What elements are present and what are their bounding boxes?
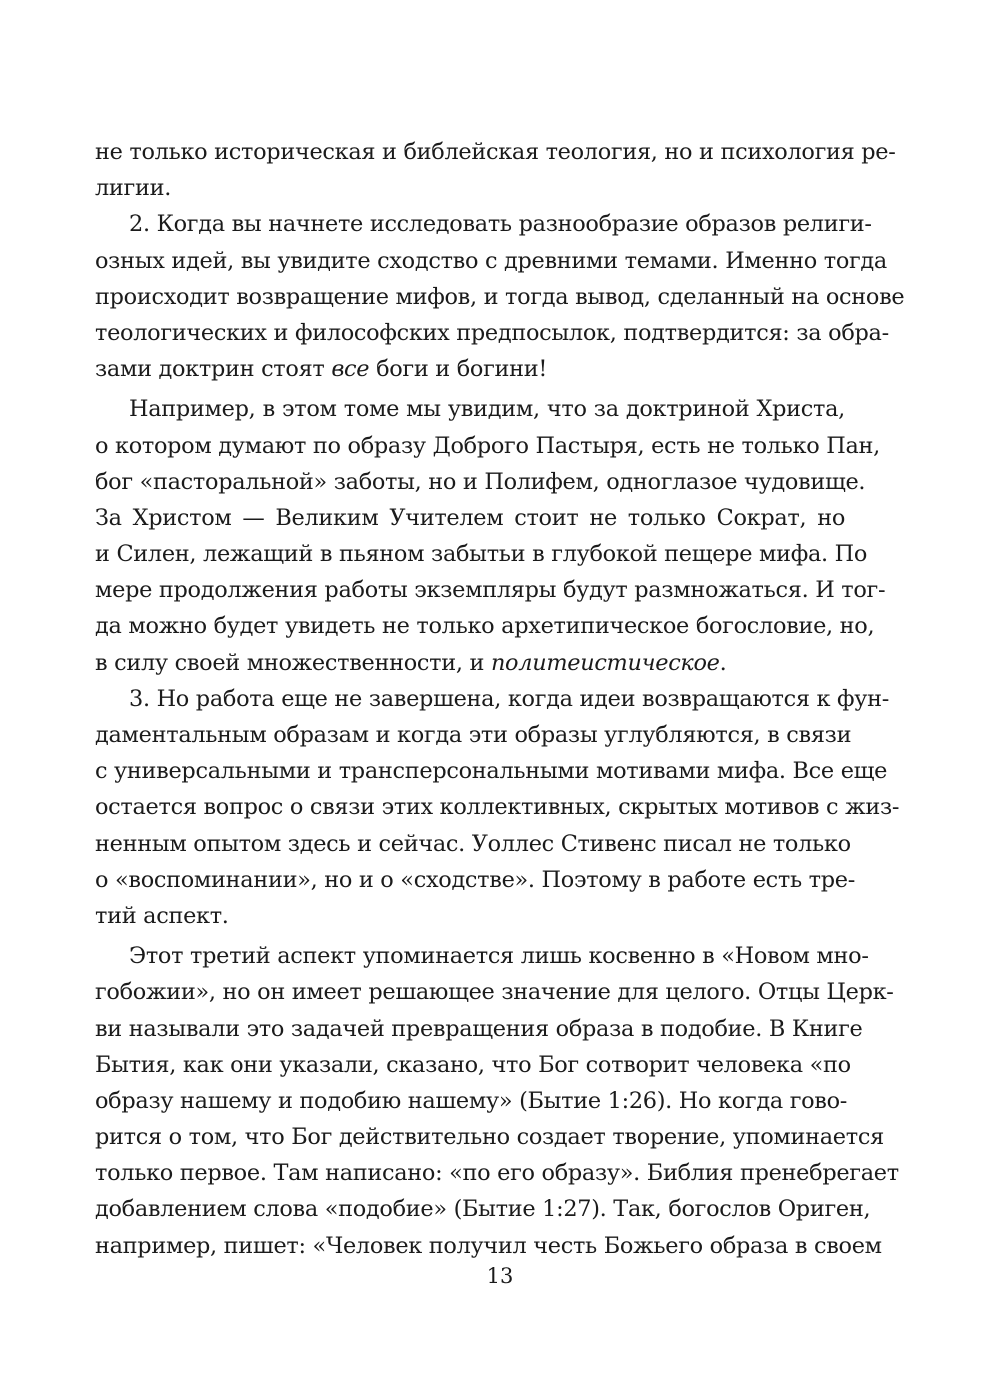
text-line: мере продолжения работы экземпляры будут размножаться. И тог- <box>95 577 886 604</box>
text-line: лигии. <box>95 175 172 202</box>
text-line: происходит возвращение мифов, и тогда вывод, сделанный на основе <box>95 283 905 310</box>
text-run: боги и богини! <box>369 356 548 383</box>
text-line: образу нашему и подобию нашему» (Бытие 1:26). Но когда гово- <box>95 1087 848 1114</box>
text-line: только первое. Там написано: «по его образу». Библия пренебрегает <box>95 1160 899 1187</box>
text-line: ненным опытом здесь и сейчас. Уоллес Стивенс писал не только <box>95 830 851 857</box>
text-run: зами доктрин стоят <box>95 356 332 383</box>
text-line: с универсальными и трансперсональными мотивами мифа. Все еще <box>95 758 888 785</box>
text-line: Например, в этом томе мы увидим, что за доктриной Христа, <box>129 396 845 423</box>
text-line: ви называли это задачей превращения образа в подобие. В Книге <box>95 1015 863 1042</box>
text-line: рится о том, что Бог действительно создает творение, упоминается <box>95 1124 884 1151</box>
text-line <box>95 351 845 387</box>
text-run: в силу своей множественности, и <box>95 649 491 676</box>
text-line: остается вопрос о связи этих коллективных, скрытых мотивов с жиз- <box>95 794 900 821</box>
text-line: теологических и философских предпосылок, подтвердится: за обра- <box>95 319 889 346</box>
text-line: и Силен, лежащий в пьяном забытьи в глубокой пещере мифа. По <box>95 541 868 568</box>
text-line: 3. Но работа еще не завершена, когда идеи возвращаются к фун- <box>129 685 890 712</box>
text-line: бог «пасторальной» заботы, но и Полифем, одноглазое чудовище. <box>95 468 866 495</box>
text-line: не только историческая и библейская теология, но и психология ре- <box>95 139 896 165</box>
text-line: Этот третий аспект упоминается лишь косвенно в «Новом мно- <box>129 943 869 970</box>
text-line: 2. Когда вы начнете исследовать разнообразие образов религи- <box>129 211 872 238</box>
text-run: . <box>719 649 727 676</box>
text-line: например, пишет: «Человек получил честь Божьего образа в своем <box>95 1232 882 1259</box>
text-line: Бытия, как они указали, сказано, что Бог сотворит человека «по <box>95 1051 851 1078</box>
text-line: о котором думают по образу Доброго Пастыря, есть не только Пан, <box>95 432 880 459</box>
text-line: да можно будет увидеть не только архетипическое богословие, но, <box>95 613 875 640</box>
italic-emphasis: политеистическое <box>490 649 720 676</box>
text-line: добавлением слова «подобие» (Бытие 1:27). Так, богослов Ориген, <box>95 1196 871 1223</box>
text-line <box>95 645 845 681</box>
text-line: о «воспоминании», но и о «сходстве». Поэтому в работе есть тре- <box>95 866 856 893</box>
page-number: 13 <box>486 1264 514 1288</box>
text-line: тий аспект. <box>95 902 229 929</box>
body-text <box>95 134 905 1264</box>
text-line: озных идей, вы увидите сходство с древними темами. Именно тогда <box>95 247 887 274</box>
text-line: даментальным образам и когда эти образы углубляются, в связи <box>95 722 852 748</box>
text-line: За Христом — Великим Учителем стоит не только Сократ, но <box>95 504 845 531</box>
text-line: гобожии», но он имеет решающее значение для целого. Отцы Церк- <box>95 979 894 1006</box>
italic-emphasis: все <box>331 356 370 383</box>
